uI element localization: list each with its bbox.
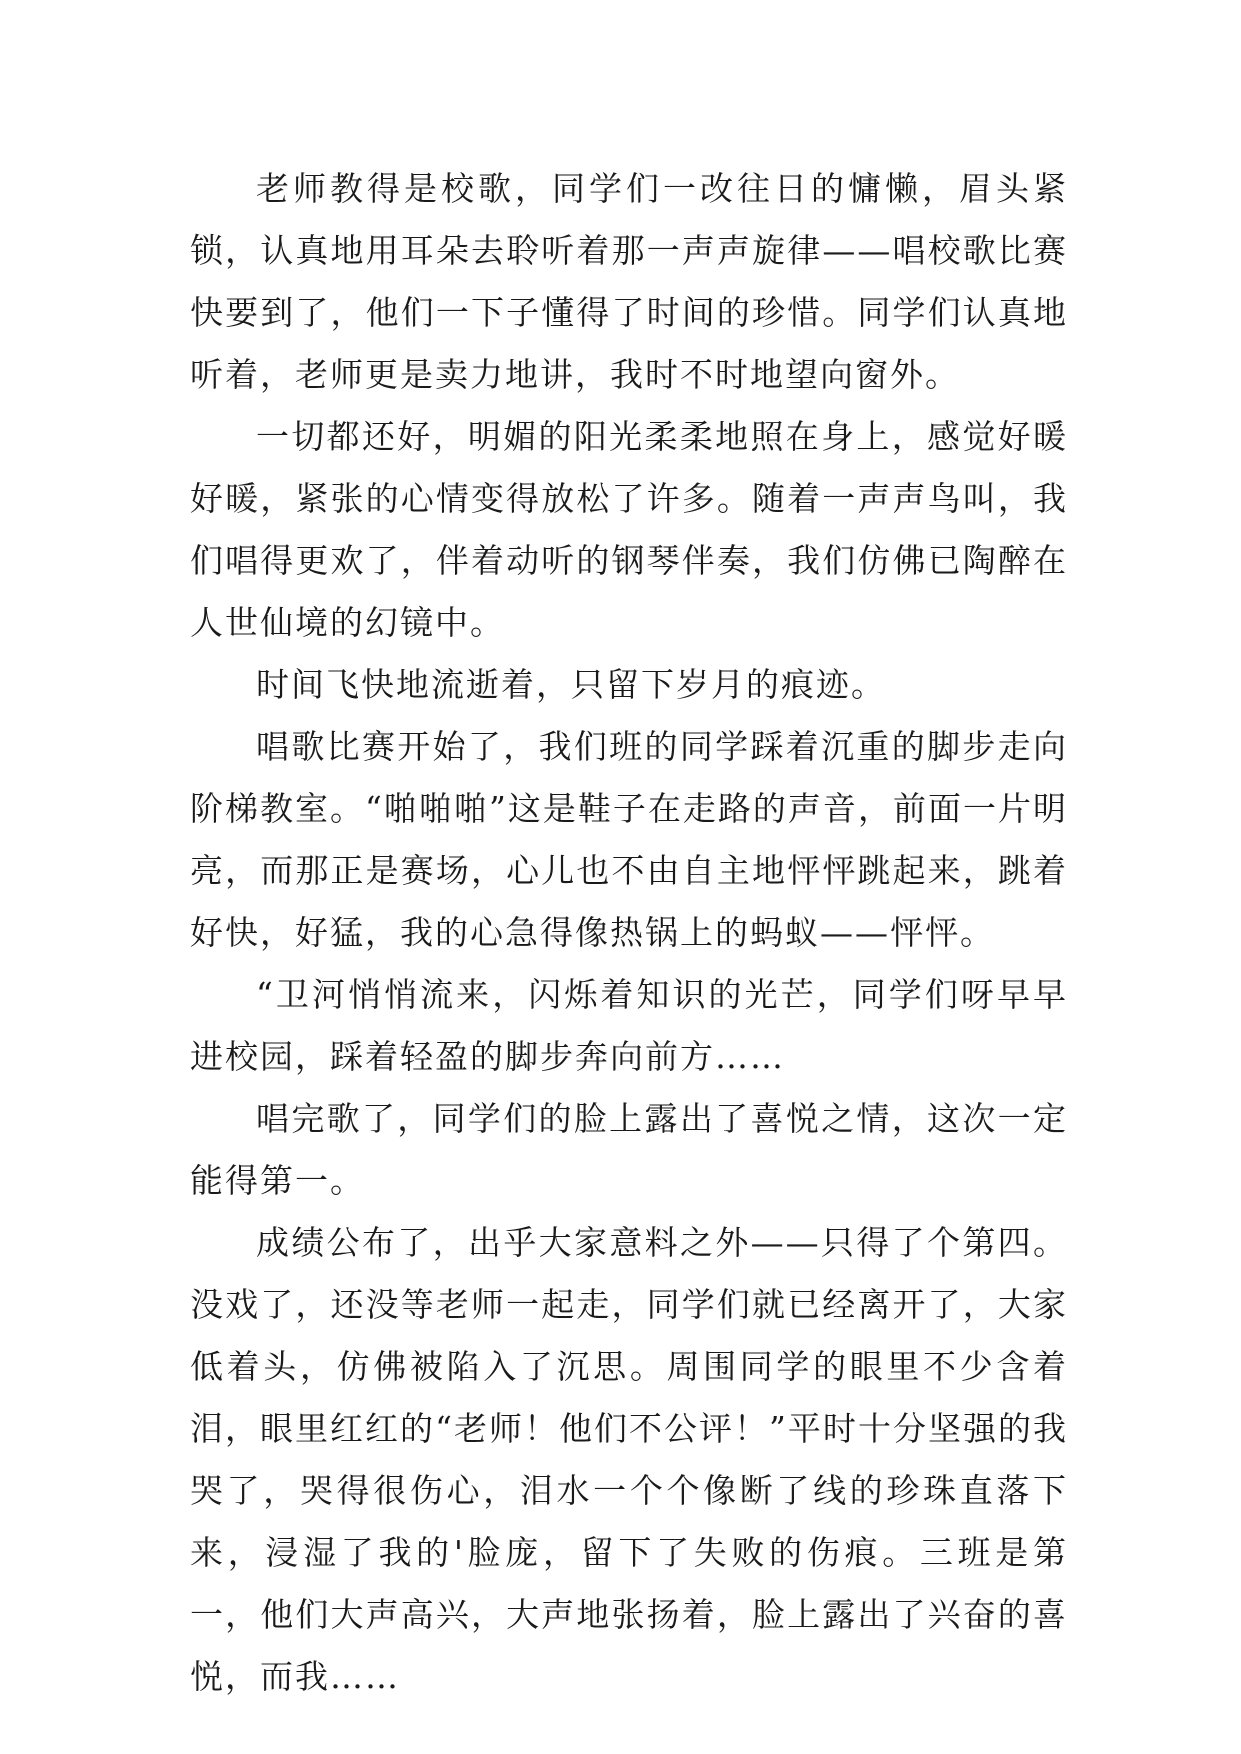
- paragraph-5: “卫河悄悄流来，闪烁着知识的光芒，同学们呀早早进校园，踩着轻盈的脚步奔向前方……: [190, 975, 1068, 1076]
- paragraph-7: 成绩公布了，出乎大家意料之外——只得了个第四。没戏了，还没等老师一起走，同学们就已经离开了，大家低着头，仿佛被陷入了沉思。周围同学的眼里不少含着泪，眼里红红的“老师！他们不公评！”平时十分坚强的我哭了，哭得很伤心，泪水一个个像断了线的珍珠直落下来，浸湿了我的'脸庞，留下了失败的伤痕。三班是第一，他们大声高兴，大声地张扬着，脸上露出了兴奋的喜悦，而我……: [190, 1223, 1068, 1696]
- paragraph-2: 一切都还好，明媚的阳光柔柔地照在身上，感觉好暖好暖，紧张的心情变得放松了许多。随着一声声鸟叫，我们唱得更欢了，伴着动听的钢琴伴奏，我们仿佛已陶醉在人世仙境的幻镜中。: [190, 417, 1068, 642]
- paragraph-4: 唱歌比赛开始了，我们班的同学踩着沉重的脚步走向阶梯教室。“啪啪啪”这是鞋子在走路的声音，前面一片明亮，而那正是赛场，心儿也不由自主地怦怦跳起来，跳着好快，好猛，我的心急得像热锅上的蚂蚁——怦怦。: [190, 727, 1068, 952]
- paragraph-6: 唱完歌了，同学们的脸上露出了喜悦之情，这次一定能得第一。: [190, 1099, 1068, 1200]
- paragraph-1: 老师教得是校歌，同学们一改往日的慵懒，眉头紧锁，认真地用耳朵去聆听着那一声声旋律——唱校歌比赛快要到了，他们一下子懂得了时间的珍惜。同学们认真地听着，老师更是卖力地讲，我时不时地望向窗外。: [190, 169, 1068, 394]
- document-body: [190, 158, 1068, 1708]
- paragraph-3: 时间飞快地流逝着，只留下岁月的痕迹。: [256, 665, 886, 704]
